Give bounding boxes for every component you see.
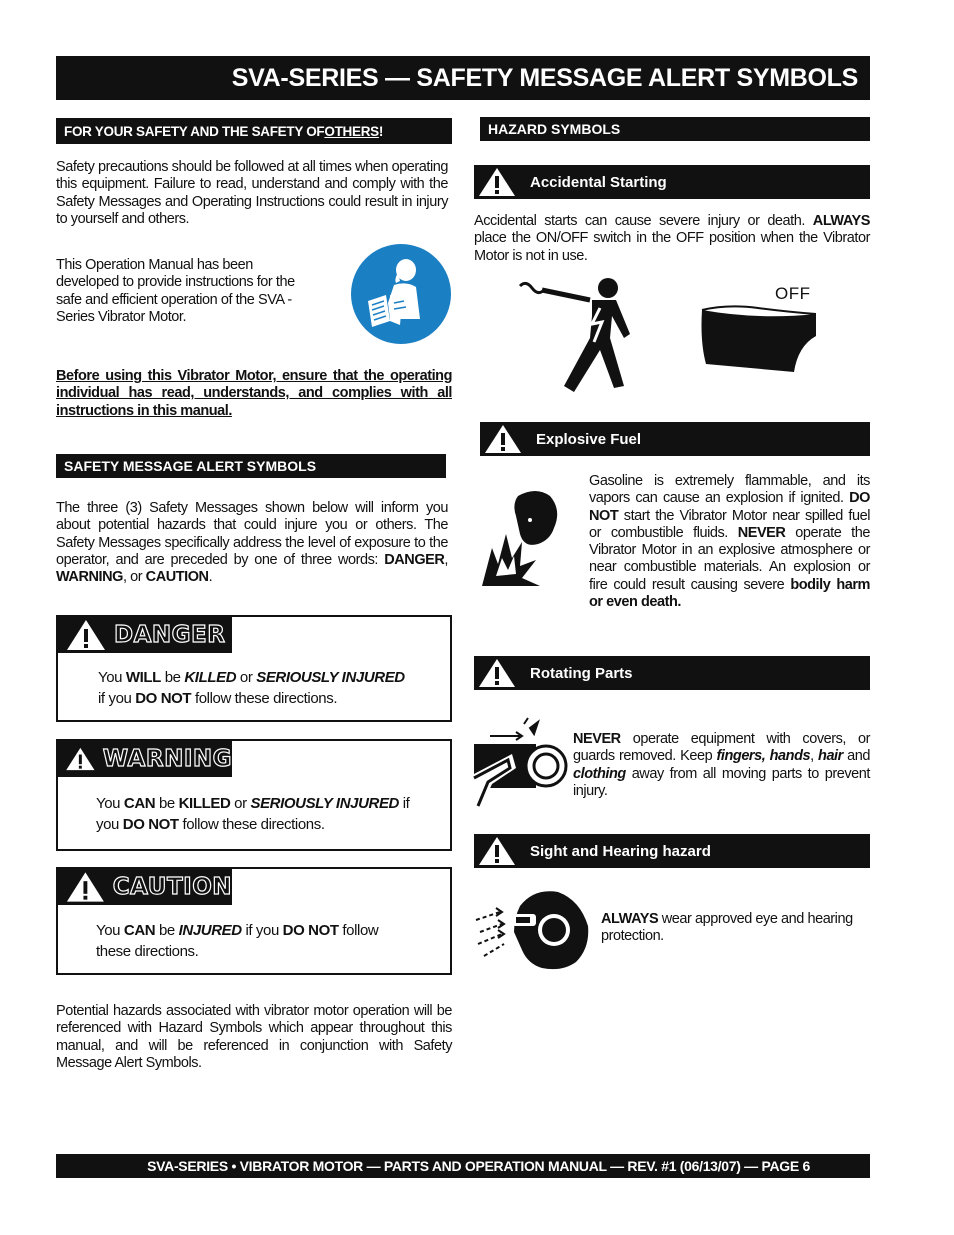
hazard-symbols-heading: HAZARD SYMBOLS [480,117,870,141]
alert-triangle-icon [474,834,520,868]
danger-text: You WILL be KILLED or SERIOUSLY INJURED if you DO NOT follow these directions. [98,669,405,707]
rotating-parts-icon [472,714,568,810]
read-manual-icon [350,243,452,345]
closing-paragraph: Potential hazards associated with vibrator motor operation will be referenced with Hazard Symbols which appear throughout this manual, and will be referenced in conjunction with Safety Message Alert Symbols. [56,1003,452,1071]
safety-heading: FOR YOUR SAFETY AND THE SAFETY OF OTHERS ! [56,118,452,144]
electric-shock-icon [512,276,652,394]
alert-symbols-heading: SAFETY MESSAGE ALERT SYMBOLS [56,454,446,478]
hazard-title-rotating: Rotating Parts [530,664,633,682]
manual-paragraph: This Operation Manual has been developed to provide instructions for the safe and efficient operation of the SVA - Series Vibrator Motor. [56,257,295,325]
accidental-text: Accidental starts can cause severe injury or death. ALWAYS place the ON/OFF switch in the OFF position when the Vibrator Motor is not in use. [474,213,870,264]
alert-triangle-icon [480,422,526,456]
rotating-text: NEVER operate equipment with covers, or guards removed. Keep fingers, hands, hair and clothing away from all moving parts to prevent injury. [573,731,871,799]
page-title: SVA-SERIES — SAFETY MESSAGE ALERT SYMBOLS [56,56,870,100]
off-label: OFF [775,284,811,303]
warning-header [58,741,232,777]
warning-word: WARNING [102,746,232,772]
hazard-bar-sight [474,834,870,868]
hazard-title-explosive: Explosive Fuel [536,430,642,448]
hazard-bar-explosive [480,422,870,456]
caution-header [58,869,232,905]
hazard-title-accidental: Accidental Starting [530,173,667,191]
hazard-bar-accidental [474,165,870,199]
warning-box [56,739,452,851]
before-using-note: Before using this Vibrator Motor, ensure that the operating individual has read, understands, and complies with all instructions in this manual. [56,368,452,419]
danger-box [56,615,452,722]
alert-triangle-icon [474,656,520,690]
caution-word: CAUTION [112,874,232,900]
danger-header [58,617,232,653]
alert-triangle-icon [64,618,108,652]
alert-triangle-icon [64,742,97,776]
page-footer: SVA-SERIES • VIBRATOR MOTOR — PARTS AND OPERATION MANUAL — REV. #1 (06/13/07) — PAGE 6 [56,1154,870,1178]
caution-box [56,867,452,975]
explosion-icon [478,486,572,592]
danger-word: DANGER [114,622,226,648]
hazard-bar-rotating [474,656,870,690]
eye-ear-protection-icon [472,888,592,972]
explosive-text: Gasoline is extremely flammable, and its vapors can cause an explosion if ignited. DO NOT start the Vibrator Motor near spilled fuel or combustible fluids. NEVER operate the Vibrator Motor in an explosive atmosphere or near combustible materials. An explosion or fire could result causing severe bodily harm or even death. [589,473,870,611]
intro-paragraph: Safety precautions should be followed at all times when operating this equipment. Failure to read, understand and comply with the Safety Messages and Operating Instructions could result in injury to yourself and others. [56,159,448,227]
alert-triangle-icon [474,165,520,199]
sight-text: ALWAYS wear approved eye and hearing protection. [601,911,853,945]
hazard-title-sight: Sight and Hearing hazard [530,842,711,860]
alert-triangle-icon [64,870,107,904]
alert-paragraph: The three (3) Safety Messages shown below will inform you about potential hazards that could injure you or others. The Safety Messages specifically address the level of exposure to the operator, and are preceded by one of three words: DANGER, WARNING, or CAUTION. [56,500,448,586]
caution-text: You CAN be INJURED if you DO NOT follow these directions. [96,922,379,960]
warning-text: You CAN be KILLED or SERIOUSLY INJURED if you DO NOT follow these directions. [96,795,410,833]
